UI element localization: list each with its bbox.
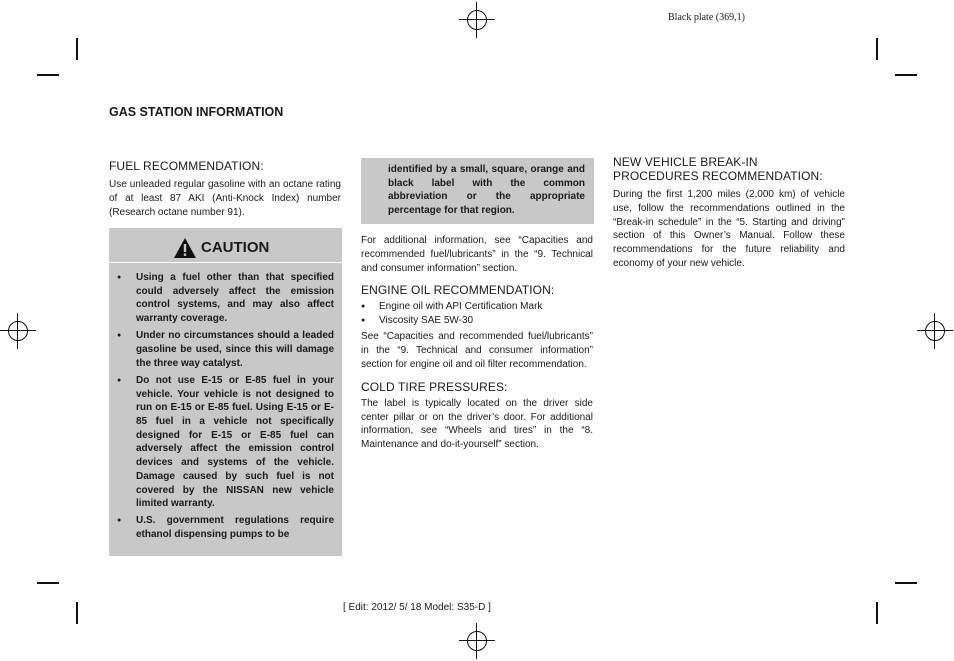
caution-title: CAUTION <box>201 239 270 256</box>
registration-mark-icon <box>0 313 36 349</box>
column-two <box>361 234 593 452</box>
cold-tire-body: The label is typically located on the driver side center pillar or on the driver’s door. For additional information, see “Wheels and tires” in the “8. Maintenance and do-it-yourself” section. <box>361 397 593 451</box>
caution-item: ● Using a fuel other than that specified could adversely affect the emission control systems, and may also affect warranty coverage. <box>117 271 334 326</box>
caution-item: ● U.S. government regulations require ethanol dispensing pumps to be <box>117 514 334 541</box>
crop-mark <box>895 74 917 76</box>
fuel-body: Use unleaded regular gasoline with an octane rating of at least 87 AKI (Anti-Knock Index) number (Research octane number 91). <box>109 179 341 218</box>
caution-continued-box <box>361 158 594 224</box>
engine-oil-list <box>361 300 593 328</box>
registration-mark-icon <box>459 2 495 38</box>
fuel-heading: FUEL RECOMMENDATION: <box>109 159 264 173</box>
caution-header <box>109 228 342 263</box>
crop-mark <box>876 602 878 624</box>
crop-mark <box>76 602 78 624</box>
caution-item: ● Do not use E-15 or E-85 fuel in your vehicle. Your vehicle is not designed to run on E-15 or E-85 fuel. Using E-15 or E-85 fuel in a vehicle not specifically designed for E-15 or E-85 fuel can adversely affect the emission control devices and systems of the vehicle. Damage caused by such fuel is not covered by the NISSAN new vehicle limited warranty. <box>117 374 334 511</box>
engine-oil-item: ● Engine oil with API Certification Mark <box>361 300 593 314</box>
engine-oil-body: See “Capacities and recommended fuel/lubricants” in the “9. Technical and consumer information” section for engine oil and oil filter recommendation. <box>361 331 593 370</box>
registration-mark-icon <box>459 623 495 659</box>
crop-mark <box>895 582 917 584</box>
plate-label: Black plate (369,1) <box>668 12 745 23</box>
crop-mark <box>37 74 59 76</box>
break-in-section <box>613 155 845 271</box>
registration-mark-icon <box>917 313 953 349</box>
edit-footer: [ Edit: 2012/ 5/ 18 Model: S35-D ] <box>343 602 491 613</box>
caution-box <box>109 228 342 556</box>
additional-info: For additional information, see “Capacities and recommended fuel/lubricants” in the “9. Technical and consumer information” section. <box>361 235 593 274</box>
break-in-body: During the first 1,200 miles (2,000 km) of vehicle use, follow the recommendations outlined in the “Break-in schedule” in the “5. Starting and driving” section of this Owner’s Manual. Follow these recommendations for the future reliability and economy of your new vehicle. <box>613 189 845 269</box>
crop-mark <box>76 38 78 60</box>
caution-continued-text: identified by a small, square, orange and black label with the common abbreviation or the appropriate percentage for that region. <box>388 164 585 217</box>
break-in-heading: NEW VEHICLE BREAK-IN PROCEDURES RECOMMENDATION: <box>613 155 823 183</box>
fuel-recommendation <box>109 159 341 219</box>
caution-list <box>117 271 334 545</box>
section-title: GAS STATION INFORMATION <box>109 105 284 119</box>
engine-oil-heading: ENGINE OIL RECOMMENDATION: <box>361 283 555 298</box>
warning-triangle-icon <box>173 237 197 259</box>
engine-oil-item: ● Viscosity SAE 5W-30 <box>361 314 593 328</box>
crop-mark <box>37 582 59 584</box>
crop-mark <box>876 38 878 60</box>
cold-tire-heading: COLD TIRE PRESSURES: <box>361 379 508 394</box>
caution-item: ● Under no circumstances should a leaded gasoline be used, since this will damage the three way catalyst. <box>117 329 334 370</box>
